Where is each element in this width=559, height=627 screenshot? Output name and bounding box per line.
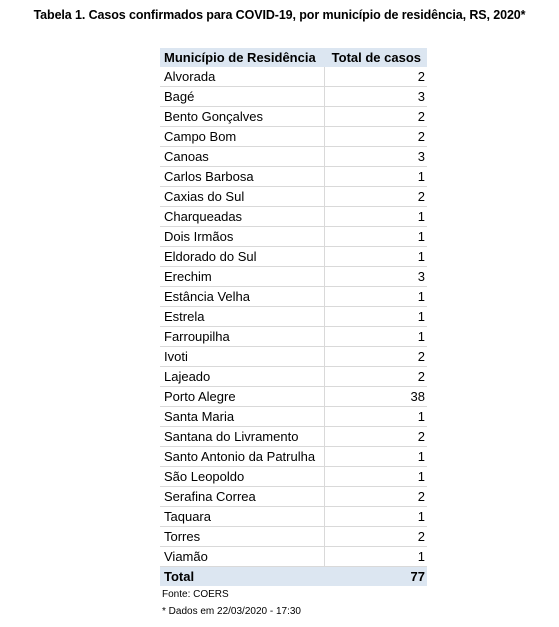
table-row <box>160 107 427 127</box>
municipio-cell: Santa Maria <box>160 407 325 427</box>
municipio-cell: Porto Alegre <box>160 387 325 407</box>
municipio-cell: Campo Bom <box>160 127 325 147</box>
municipio-cell: Caxias do Sul <box>160 187 325 207</box>
table-row <box>160 227 427 247</box>
municipio-cell: Torres <box>160 527 325 547</box>
casos-cell: 1 <box>325 507 427 527</box>
casos-cell: 38 <box>325 387 427 407</box>
municipio-cell: Bento Gonçalves <box>160 107 325 127</box>
casos-cell: 2 <box>325 487 427 507</box>
casos-cell: 2 <box>325 187 427 207</box>
municipio-cell: Santana do Livramento <box>160 427 325 447</box>
casos-cell: 1 <box>325 307 427 327</box>
table-row <box>160 487 427 507</box>
municipio-cell: Eldorado do Sul <box>160 247 325 267</box>
table-body <box>160 67 427 567</box>
table-row <box>160 467 427 487</box>
municipio-cell: Estância Velha <box>160 287 325 307</box>
table-header-row <box>160 48 427 67</box>
municipio-cell: Alvorada <box>160 67 325 87</box>
municipio-cell: Santo Antonio da Patrulha <box>160 447 325 467</box>
table-row <box>160 447 427 467</box>
casos-cell: 1 <box>325 327 427 347</box>
header-municipio: Município de Residência <box>160 48 325 67</box>
casos-cell: 1 <box>325 547 427 567</box>
table-row <box>160 547 427 567</box>
table-row <box>160 507 427 527</box>
table-row <box>160 427 427 447</box>
municipio-cell: Carlos Barbosa <box>160 167 325 187</box>
municipio-cell: Erechim <box>160 267 325 287</box>
casos-cell: 2 <box>325 347 427 367</box>
total-label: Total <box>160 567 325 587</box>
casos-cell: 1 <box>325 287 427 307</box>
casos-cell: 1 <box>325 227 427 247</box>
source-note: Fonte: COERS <box>162 589 229 600</box>
total-value: 77 <box>325 567 427 587</box>
table-row <box>160 127 427 147</box>
table-row <box>160 367 427 387</box>
municipio-cell: Viamão <box>160 547 325 567</box>
table-row <box>160 167 427 187</box>
municipio-cell: Dois Irmãos <box>160 227 325 247</box>
municipio-cell: Bagé <box>160 87 325 107</box>
table-total-row <box>160 567 427 587</box>
table-row <box>160 347 427 367</box>
municipio-cell: Ivoti <box>160 347 325 367</box>
table-row <box>160 67 427 87</box>
casos-cell: 1 <box>325 207 427 227</box>
casos-cell: 2 <box>325 527 427 547</box>
casos-cell: 2 <box>325 127 427 147</box>
date-footnote: * Dados em 22/03/2020 - 17:30 <box>162 606 301 617</box>
casos-cell: 2 <box>325 427 427 447</box>
casos-cell: 3 <box>325 87 427 107</box>
municipio-cell: Farroupilha <box>160 327 325 347</box>
table-row <box>160 307 427 327</box>
municipio-cell: Charqueadas <box>160 207 325 227</box>
table-row <box>160 287 427 307</box>
casos-cell: 2 <box>325 67 427 87</box>
casos-cell: 1 <box>325 247 427 267</box>
casos-cell: 2 <box>325 107 427 127</box>
table-row <box>160 207 427 227</box>
casos-cell: 3 <box>325 147 427 167</box>
casos-cell: 2 <box>325 367 427 387</box>
municipio-cell: São Leopoldo <box>160 467 325 487</box>
table-row <box>160 247 427 267</box>
casos-cell: 1 <box>325 447 427 467</box>
casos-cell: 1 <box>325 167 427 187</box>
table-row <box>160 267 427 287</box>
casos-cell: 3 <box>325 267 427 287</box>
table-row <box>160 87 427 107</box>
table-title: Tabela 1. Casos confirmados para COVID-19, por município de residência, RS, 2020* <box>33 8 526 22</box>
table-row <box>160 147 427 167</box>
casos-cell: 1 <box>325 407 427 427</box>
table-row <box>160 387 427 407</box>
table-row <box>160 187 427 207</box>
municipio-cell: Canoas <box>160 147 325 167</box>
cases-table <box>160 48 427 586</box>
municipio-cell: Taquara <box>160 507 325 527</box>
table-row <box>160 407 427 427</box>
table-row <box>160 327 427 347</box>
municipio-cell: Serafina Correa <box>160 487 325 507</box>
header-total: Total de casos <box>325 48 427 67</box>
table-row <box>160 527 427 547</box>
municipio-cell: Estrela <box>160 307 325 327</box>
municipio-cell: Lajeado <box>160 367 325 387</box>
casos-cell: 1 <box>325 467 427 487</box>
